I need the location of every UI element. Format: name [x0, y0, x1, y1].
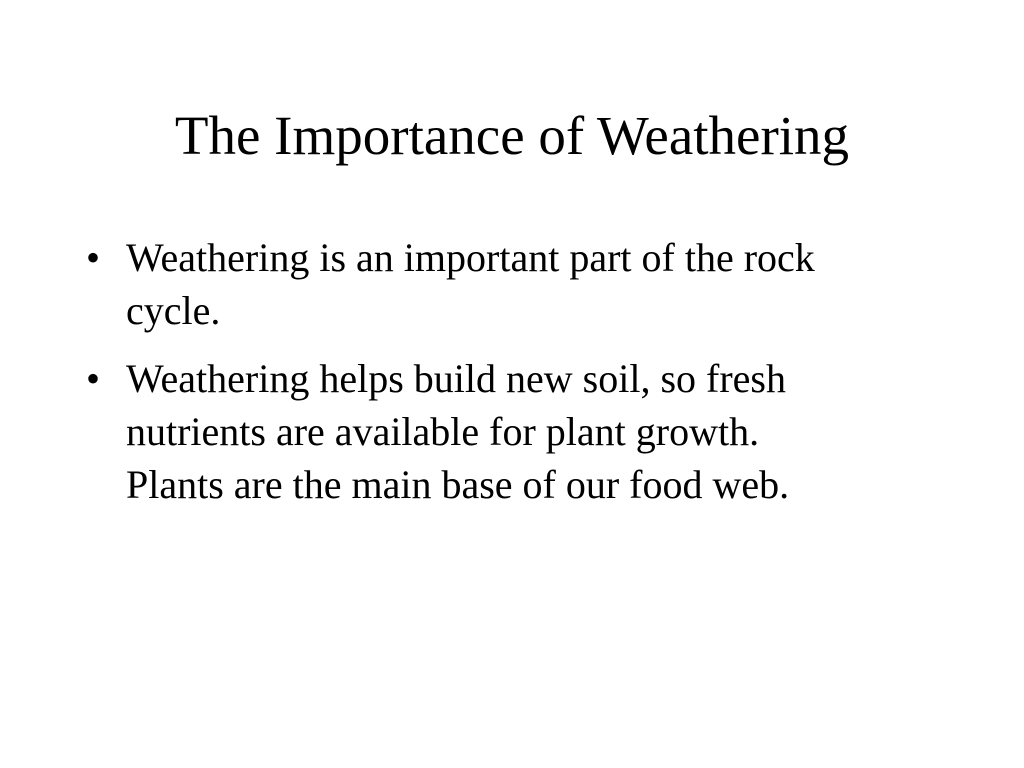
- bullet-text-line: Weathering helps build new soil, so fresh: [126, 356, 786, 401]
- bullet-icon: •: [86, 356, 101, 401]
- bullet-icon: •: [86, 235, 101, 280]
- bullet-list: [86, 231, 946, 526]
- bullet-text-line: cycle.: [126, 288, 221, 333]
- bullet-text-line: nutrients are available for plant growth.: [126, 409, 760, 454]
- bullet-item: [86, 352, 946, 511]
- bullet-text-line: Weathering is an important part of the rock: [126, 235, 815, 280]
- bullet-item: [86, 231, 946, 337]
- bullet-text-line: Plants are the main base of our food web.: [126, 462, 790, 507]
- slide-title: The Importance of Weathering: [174, 105, 850, 166]
